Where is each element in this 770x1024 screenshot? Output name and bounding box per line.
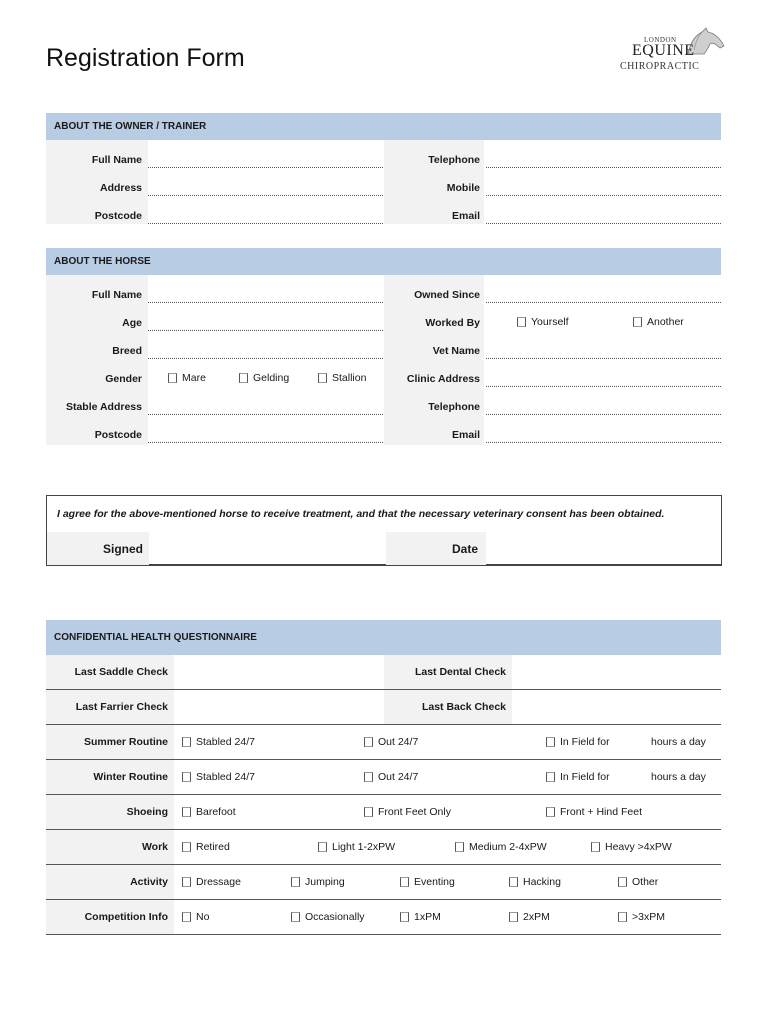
work-medium-checkbox[interactable] [455,841,547,853]
owner-email-label: Email [451,210,480,222]
checkbox-label: Mare [182,372,206,384]
date-label: Date [452,542,479,556]
checkbox-icon [182,807,191,817]
activity-other-checkbox[interactable] [618,876,658,888]
logo-sub-text: CHIROPRACTIC [620,61,700,72]
shoeing-label: Shoeing [126,806,168,818]
checkbox-label: Occasionally [305,911,365,923]
checkbox-icon [400,912,409,922]
last-farrier-check-field[interactable] [174,690,384,724]
summer-hours-suffix: hours a day [651,736,706,748]
checkbox-icon [318,373,327,383]
farrier-back-row [46,690,721,725]
checkbox-icon [364,807,373,817]
checkbox-label: Another [647,316,684,328]
work-label: Work [141,841,168,853]
work-heavy-checkbox[interactable] [591,841,672,853]
owner-postcode-field[interactable] [148,223,383,224]
owner-full-name-label: Full Name [91,154,142,166]
summer-routine-label: Summer Routine [83,736,168,748]
checkbox-icon [364,737,373,747]
horse-clinic-address-field[interactable] [486,386,721,387]
horse-postcode-field[interactable] [148,442,383,443]
owner-email-field[interactable] [486,223,721,224]
competition-3xpm-checkbox[interactable] [618,911,665,923]
health-section-title: CONFIDENTIAL HEALTH QUESTIONNAIRE [54,632,257,643]
checkbox-label: Out 24/7 [378,771,419,783]
logo-small-text: LONDON [644,36,677,44]
checkbox-label: Out 24/7 [378,736,419,748]
owner-postcode-label: Postcode [94,210,142,222]
checkbox-label: Yourself [531,316,569,328]
checkbox-label: Stallion [332,372,367,384]
work-light-checkbox[interactable] [318,841,395,853]
horse-age-field[interactable] [148,330,383,331]
horse-section-title: ABOUT THE HORSE [54,256,151,267]
checkbox-label: In Field for [560,736,610,748]
horse-clinic-address-label: Clinic Address [406,373,480,385]
activity-hacking-checkbox[interactable] [509,876,561,888]
consent-statement: I agree for the above-mentioned horse to receive treatment, and that the necessary veterinary consent has been obtained. [57,508,665,520]
last-back-check-field[interactable] [512,690,721,724]
work-retired-checkbox[interactable] [182,841,230,853]
checkbox-label: Jumping [305,876,345,888]
horse-email-field[interactable] [486,442,721,443]
checkbox-label: Light 1-2xPW [332,841,396,853]
health-section-header [46,620,721,655]
last-dental-check-field[interactable] [512,655,721,689]
checkbox-label: No [196,911,210,923]
checkbox-icon [182,842,191,852]
checkbox-label: Retired [196,841,230,853]
checkbox-icon [182,737,191,747]
owner-telephone-label: Telephone [428,154,480,166]
page-title: Registration Form [46,44,245,72]
saddle-dental-row [46,655,721,690]
competition-info-label: Competition Info [84,911,168,923]
logo-big-text: EQUINE [632,42,695,59]
activity-row [46,865,721,900]
horse-stable-address-field[interactable] [148,414,383,415]
activity-dressage-checkbox[interactable] [182,876,241,888]
owner-address-field[interactable] [148,195,383,196]
competition-2xpm-checkbox[interactable] [509,911,550,923]
checkbox-label: Front Feet Only [378,806,451,818]
horse-telephone-label: Telephone [428,401,480,413]
owner-mobile-label: Mobile [446,182,480,194]
checkbox-label: In Field for [560,771,610,783]
horse-owned-since-field[interactable] [486,302,721,303]
last-saddle-check-label: Last Saddle Check [74,666,168,678]
summer-stabled-checkbox[interactable] [182,736,255,748]
shoeing-row [46,795,721,830]
horse-owned-since-label: Owned Since [414,289,480,301]
checkbox-label: Heavy >4xPW [605,841,672,853]
last-dental-check-label: Last Dental Check [414,666,506,678]
horse-section-header [46,248,721,275]
gender-mare-checkbox[interactable] [168,372,206,384]
checkbox-label: >3xPM [632,911,665,923]
competition-no-checkbox[interactable] [182,911,209,923]
winter-hours-suffix: hours a day [651,771,706,783]
checkbox-label: Stabled 24/7 [196,771,255,783]
owner-address-label: Address [99,182,142,194]
checkbox-label: Medium 2-4xPW [469,841,547,853]
horse-breed-label: Breed [112,345,142,357]
summer-routine-row [46,725,721,760]
checkbox-icon [546,807,555,817]
shoeing-front-hind-checkbox[interactable] [546,806,642,818]
work-row [46,830,721,865]
date-field[interactable] [486,532,721,565]
checkbox-label: 1xPM [414,911,441,923]
checkbox-icon [546,737,555,747]
summer-out-checkbox[interactable] [364,736,418,748]
gender-gelding-checkbox[interactable] [239,372,289,384]
owner-telephone-field[interactable] [486,167,721,168]
checkbox-icon [168,373,177,383]
checkbox-icon [182,772,191,782]
horse-gender-label: Gender [105,373,142,385]
checkbox-icon [291,877,300,887]
checkbox-icon [509,877,518,887]
checkbox-icon [633,317,642,327]
checkbox-icon [591,842,600,852]
activity-label: Activity [130,876,168,888]
horse-worked-by-label: Worked By [425,317,480,329]
summer-in-field-checkbox[interactable] [546,736,610,748]
checkbox-icon [291,912,300,922]
consent-box [46,495,722,566]
checkbox-icon [239,373,248,383]
last-saddle-check-field[interactable] [174,655,384,689]
owner-full-name-field[interactable] [148,167,383,168]
worked-by-another-checkbox[interactable] [633,316,684,328]
horse-breed-field[interactable] [148,358,383,359]
shoeing-barefoot-checkbox[interactable] [182,806,236,818]
horse-vet-name-field[interactable] [486,358,721,359]
checkbox-icon [400,877,409,887]
checkbox-label: Eventing [414,876,455,888]
activity-jumping-checkbox[interactable] [291,876,345,888]
checkbox-icon [182,877,191,887]
logo [618,26,728,76]
winter-out-checkbox[interactable] [364,771,418,783]
horse-full-name-field[interactable] [148,302,383,303]
checkbox-icon [517,317,526,327]
horse-postcode-label: Postcode [94,429,142,441]
checkbox-icon [546,772,555,782]
winter-in-field-checkbox[interactable] [546,771,610,783]
checkbox-label: Other [632,876,659,888]
activity-eventing-checkbox[interactable] [400,876,455,888]
owner-section-header [46,113,721,140]
checkbox-label: Dressage [196,876,241,888]
horse-vet-name-label: Vet Name [432,345,480,357]
checkbox-icon [618,912,627,922]
horse-stable-address-label: Stable Address [65,401,142,413]
winter-routine-row [46,760,721,795]
competition-occasionally-checkbox[interactable] [291,911,365,923]
checkbox-label: Barefoot [196,806,236,818]
checkbox-label: Front + Hind Feet [560,806,642,818]
horse-telephone-field[interactable] [486,414,721,415]
checkbox-label: Gelding [253,372,290,384]
last-back-check-label: Last Back Check [421,701,506,713]
checkbox-label: 2xPM [523,911,550,923]
checkbox-icon [618,877,627,887]
winter-routine-label: Winter Routine [93,771,168,783]
owner-section-title: ABOUT THE OWNER / TRAINER [54,121,207,132]
owner-mobile-field[interactable] [486,195,721,196]
gender-stallion-checkbox[interactable] [318,372,366,384]
signature-field[interactable] [149,532,386,565]
checkbox-label: Stabled 24/7 [196,736,255,748]
checkbox-icon [455,842,464,852]
competition-row [46,900,721,935]
winter-stabled-checkbox[interactable] [182,771,255,783]
checkbox-icon [509,912,518,922]
shoeing-front-only-checkbox[interactable] [364,806,451,818]
signed-label: Signed [103,542,144,556]
checkbox-label: Hacking [523,876,561,888]
checkbox-icon [364,772,373,782]
horse-email-label: Email [451,429,480,441]
checkbox-icon [182,912,191,922]
horse-age-label: Age [122,317,142,329]
worked-by-yourself-checkbox[interactable] [517,316,569,328]
competition-1xpm-checkbox[interactable] [400,911,441,923]
checkbox-icon [318,842,327,852]
horse-full-name-label: Full Name [91,289,142,301]
last-farrier-check-label: Last Farrier Check [75,701,168,713]
